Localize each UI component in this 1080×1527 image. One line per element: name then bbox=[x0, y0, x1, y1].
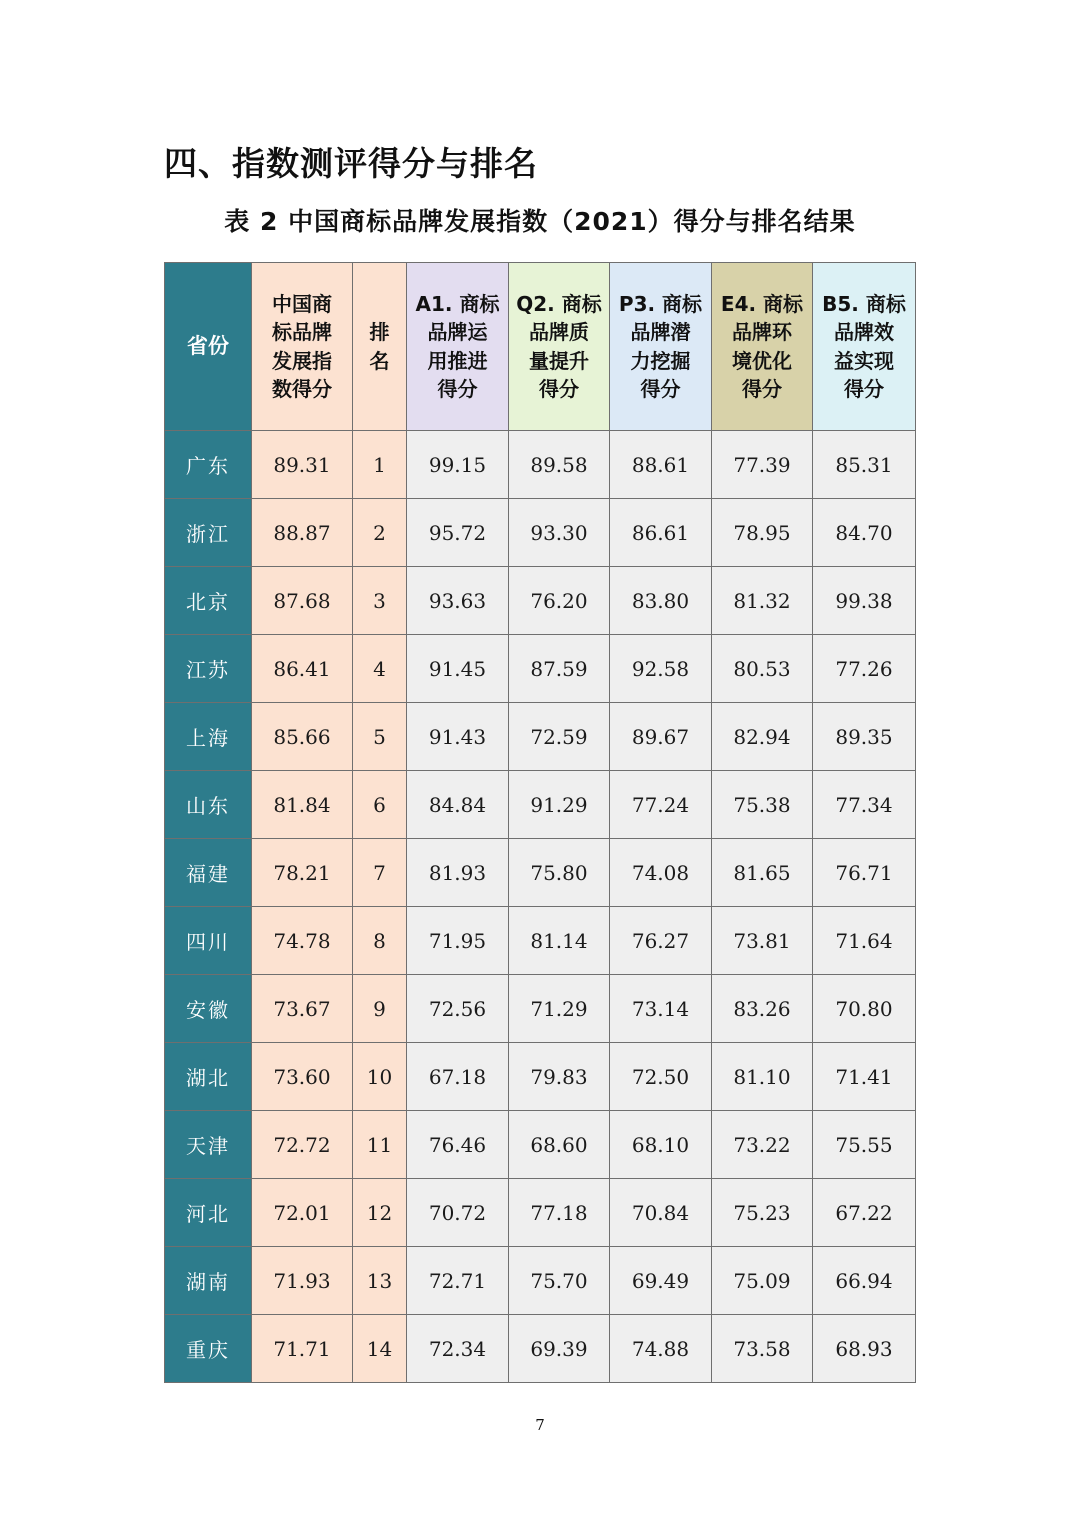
cell-q2: 77.18 bbox=[509, 1179, 610, 1247]
cell-p3: 86.61 bbox=[610, 499, 712, 567]
header-p3-score: P3. 商标 品牌潜 力挖掘 得分 bbox=[610, 263, 712, 431]
cell-b5: 77.34 bbox=[813, 771, 916, 839]
table-row bbox=[165, 1111, 916, 1179]
cell-index: 87.68 bbox=[252, 567, 353, 635]
cell-p3: 68.10 bbox=[610, 1111, 712, 1179]
cell-q2: 79.83 bbox=[509, 1043, 610, 1111]
cell-province: 天津 bbox=[165, 1111, 252, 1179]
cell-province: 湖北 bbox=[165, 1043, 252, 1111]
cell-province: 重庆 bbox=[165, 1315, 252, 1383]
score-ranking-table bbox=[164, 262, 916, 1383]
cell-q2: 81.14 bbox=[509, 907, 610, 975]
header-rank: 排 名 bbox=[353, 263, 407, 431]
cell-rank: 12 bbox=[353, 1179, 407, 1247]
table-row bbox=[165, 1179, 916, 1247]
cell-province: 广东 bbox=[165, 431, 252, 499]
cell-rank: 8 bbox=[353, 907, 407, 975]
cell-a1: 71.95 bbox=[407, 907, 509, 975]
header-q2-score: Q2. 商标 品牌质 量提升 得分 bbox=[509, 263, 610, 431]
cell-province: 四川 bbox=[165, 907, 252, 975]
table-row bbox=[165, 1315, 916, 1383]
cell-b5: 85.31 bbox=[813, 431, 916, 499]
cell-e4: 83.26 bbox=[712, 975, 813, 1043]
cell-rank: 10 bbox=[353, 1043, 407, 1111]
table-row bbox=[165, 703, 916, 771]
cell-province: 湖南 bbox=[165, 1247, 252, 1315]
cell-index: 71.71 bbox=[252, 1315, 353, 1383]
cell-b5: 99.38 bbox=[813, 567, 916, 635]
page-number: 7 bbox=[535, 1416, 545, 1434]
cell-e4: 80.53 bbox=[712, 635, 813, 703]
cell-a1: 99.15 bbox=[407, 431, 509, 499]
cell-province: 江苏 bbox=[165, 635, 252, 703]
cell-province: 河北 bbox=[165, 1179, 252, 1247]
cell-rank: 3 bbox=[353, 567, 407, 635]
cell-e4: 81.10 bbox=[712, 1043, 813, 1111]
table-row bbox=[165, 499, 916, 567]
table-row bbox=[165, 635, 916, 703]
cell-index: 89.31 bbox=[252, 431, 353, 499]
cell-index: 81.84 bbox=[252, 771, 353, 839]
cell-b5: 67.22 bbox=[813, 1179, 916, 1247]
cell-index: 72.01 bbox=[252, 1179, 353, 1247]
cell-b5: 84.70 bbox=[813, 499, 916, 567]
cell-a1: 72.34 bbox=[407, 1315, 509, 1383]
cell-e4: 81.65 bbox=[712, 839, 813, 907]
cell-a1: 91.45 bbox=[407, 635, 509, 703]
cell-province: 山东 bbox=[165, 771, 252, 839]
cell-b5: 68.93 bbox=[813, 1315, 916, 1383]
cell-e4: 78.95 bbox=[712, 499, 813, 567]
cell-b5: 77.26 bbox=[813, 635, 916, 703]
cell-index: 72.72 bbox=[252, 1111, 353, 1179]
cell-province: 上海 bbox=[165, 703, 252, 771]
cell-b5: 66.94 bbox=[813, 1247, 916, 1315]
cell-e4: 82.94 bbox=[712, 703, 813, 771]
cell-a1: 67.18 bbox=[407, 1043, 509, 1111]
cell-a1: 91.43 bbox=[407, 703, 509, 771]
cell-q2: 75.70 bbox=[509, 1247, 610, 1315]
cell-p3: 92.58 bbox=[610, 635, 712, 703]
cell-q2: 68.60 bbox=[509, 1111, 610, 1179]
cell-p3: 74.88 bbox=[610, 1315, 712, 1383]
header-b5-score: B5. 商标 品牌效 益实现 得分 bbox=[813, 263, 916, 431]
cell-province: 福建 bbox=[165, 839, 252, 907]
cell-rank: 4 bbox=[353, 635, 407, 703]
table-row bbox=[165, 431, 916, 499]
cell-rank: 9 bbox=[353, 975, 407, 1043]
cell-q2: 91.29 bbox=[509, 771, 610, 839]
cell-b5: 70.80 bbox=[813, 975, 916, 1043]
cell-index: 73.67 bbox=[252, 975, 353, 1043]
cell-index: 73.60 bbox=[252, 1043, 353, 1111]
cell-b5: 75.55 bbox=[813, 1111, 916, 1179]
cell-e4: 75.09 bbox=[712, 1247, 813, 1315]
cell-rank: 13 bbox=[353, 1247, 407, 1315]
table-row bbox=[165, 839, 916, 907]
table-body bbox=[165, 431, 916, 1383]
cell-index: 85.66 bbox=[252, 703, 353, 771]
cell-b5: 71.41 bbox=[813, 1043, 916, 1111]
cell-a1: 72.71 bbox=[407, 1247, 509, 1315]
cell-b5: 71.64 bbox=[813, 907, 916, 975]
header-e4-score: E4. 商标 品牌环 境优化 得分 bbox=[712, 263, 813, 431]
cell-province: 安徽 bbox=[165, 975, 252, 1043]
cell-p3: 69.49 bbox=[610, 1247, 712, 1315]
cell-rank: 2 bbox=[353, 499, 407, 567]
cell-index: 88.87 bbox=[252, 499, 353, 567]
cell-rank: 5 bbox=[353, 703, 407, 771]
cell-p3: 89.67 bbox=[610, 703, 712, 771]
header-row bbox=[165, 263, 916, 431]
cell-e4: 77.39 bbox=[712, 431, 813, 499]
cell-a1: 84.84 bbox=[407, 771, 509, 839]
table-row bbox=[165, 567, 916, 635]
cell-a1: 72.56 bbox=[407, 975, 509, 1043]
cell-q2: 69.39 bbox=[509, 1315, 610, 1383]
cell-q2: 87.59 bbox=[509, 635, 610, 703]
cell-q2: 76.20 bbox=[509, 567, 610, 635]
cell-index: 74.78 bbox=[252, 907, 353, 975]
cell-province: 浙江 bbox=[165, 499, 252, 567]
cell-rank: 7 bbox=[353, 839, 407, 907]
table-row bbox=[165, 975, 916, 1043]
cell-e4: 75.38 bbox=[712, 771, 813, 839]
cell-e4: 75.23 bbox=[712, 1179, 813, 1247]
cell-rank: 1 bbox=[353, 431, 407, 499]
cell-p3: 83.80 bbox=[610, 567, 712, 635]
cell-a1: 95.72 bbox=[407, 499, 509, 567]
cell-e4: 73.58 bbox=[712, 1315, 813, 1383]
cell-q2: 72.59 bbox=[509, 703, 610, 771]
cell-q2: 93.30 bbox=[509, 499, 610, 567]
cell-p3: 76.27 bbox=[610, 907, 712, 975]
header-a1-score: A1. 商标 品牌运 用推进 得分 bbox=[407, 263, 509, 431]
cell-b5: 89.35 bbox=[813, 703, 916, 771]
header-province: 省份 bbox=[165, 263, 252, 431]
cell-a1: 81.93 bbox=[407, 839, 509, 907]
table-row bbox=[165, 1043, 916, 1111]
cell-p3: 73.14 bbox=[610, 975, 712, 1043]
cell-a1: 76.46 bbox=[407, 1111, 509, 1179]
cell-q2: 89.58 bbox=[509, 431, 610, 499]
header-index-score: 中国商 标品牌 发展指 数得分 bbox=[252, 263, 353, 431]
cell-p3: 70.84 bbox=[610, 1179, 712, 1247]
cell-p3: 72.50 bbox=[610, 1043, 712, 1111]
section-title: 四、指数测评得分与排名 bbox=[164, 144, 538, 183]
cell-index: 78.21 bbox=[252, 839, 353, 907]
cell-e4: 81.32 bbox=[712, 567, 813, 635]
cell-rank: 11 bbox=[353, 1111, 407, 1179]
table-row bbox=[165, 771, 916, 839]
cell-province: 北京 bbox=[165, 567, 252, 635]
cell-index: 86.41 bbox=[252, 635, 353, 703]
cell-p3: 74.08 bbox=[610, 839, 712, 907]
table-caption: 表 2 中国商标品牌发展指数（2021）得分与排名结果 bbox=[224, 207, 856, 236]
cell-p3: 77.24 bbox=[610, 771, 712, 839]
cell-rank: 14 bbox=[353, 1315, 407, 1383]
cell-e4: 73.22 bbox=[712, 1111, 813, 1179]
cell-p3: 88.61 bbox=[610, 431, 712, 499]
table-row bbox=[165, 907, 916, 975]
cell-a1: 70.72 bbox=[407, 1179, 509, 1247]
cell-rank: 6 bbox=[353, 771, 407, 839]
cell-q2: 75.80 bbox=[509, 839, 610, 907]
cell-a1: 93.63 bbox=[407, 567, 509, 635]
cell-index: 71.93 bbox=[252, 1247, 353, 1315]
cell-b5: 76.71 bbox=[813, 839, 916, 907]
cell-e4: 73.81 bbox=[712, 907, 813, 975]
cell-q2: 71.29 bbox=[509, 975, 610, 1043]
table-row bbox=[165, 1247, 916, 1315]
